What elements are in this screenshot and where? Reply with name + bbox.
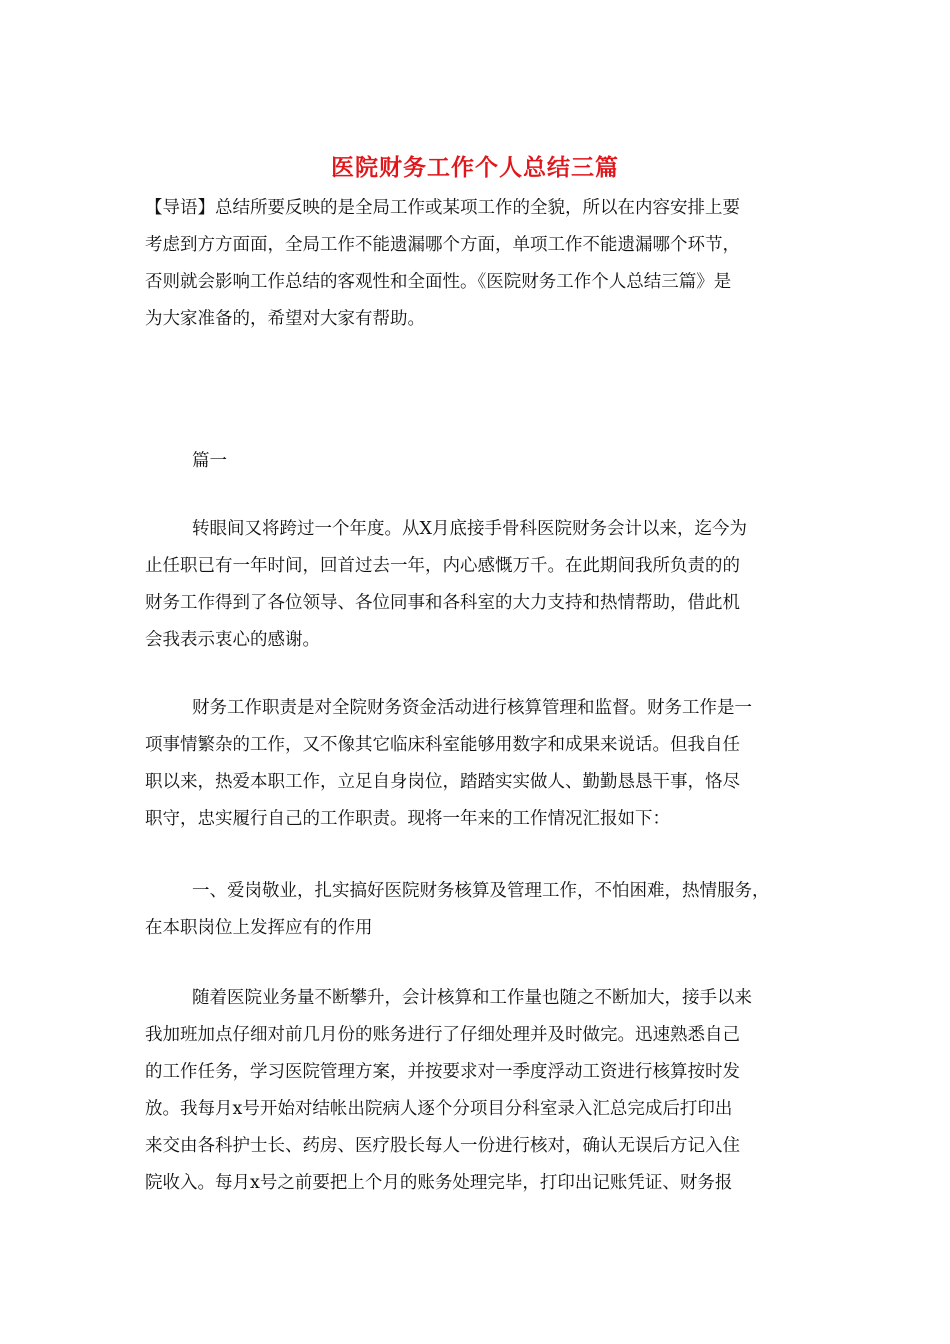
- paragraph-line: 职守，忠实履行自己的工作职责。现将一年来的工作情况汇报如下：: [145, 809, 670, 829]
- intro-line: 【导语】总结所要反映的是全局工作或某项工作的全貌，所以在内容安排上要: [145, 198, 740, 218]
- intro-line: 否则就会影响工作总结的客观性和全面性。《医院财务工作个人总结三篇》是: [145, 272, 732, 292]
- paragraph-line: 止任职已有一年时间，回首过去一年，内心感慨万千。在此期间我所负责的的: [145, 556, 740, 576]
- section-heading: [145, 443, 825, 480]
- intro-paragraph: [145, 190, 825, 338]
- intro-line: 考虑到方方面面，全局工作不能遗漏哪个方面，单项工作不能遗漏哪个环节，: [145, 235, 740, 255]
- paragraph-line: 来交由各科护士长、药房、医疗股长每人一份进行核对，确认无误后方记入住: [145, 1136, 740, 1156]
- paragraph-line: 会我表示衷心的感谢。: [145, 630, 320, 650]
- paragraph-line: 项事情繁杂的工作，又不像其它临床科室能够用数字和成果来说话。但我自任: [145, 735, 740, 755]
- paragraph-line: 财务工作得到了各位领导、各位同事和各科室的大力支持和热情帮助，借此机: [145, 593, 740, 613]
- paragraph-line: 财务工作职责是对全院财务资金活动进行核算管理和监督。财务工作是一: [192, 698, 752, 718]
- paragraph-line: 职以来，热爱本职工作，立足自身岗位，踏踏实实做人、勤勤恳恳干事，恪尽: [145, 772, 740, 792]
- paragraph-line: 转眼间又将跨过一个年度。从X月底接手骨科医院财务会计以来，迄今为: [192, 519, 747, 539]
- paragraph-line: 院收入。每月x号之前要把上个月的账务处理完毕，打印出记账凭证、财务报: [145, 1173, 733, 1193]
- paragraph-3: [145, 873, 825, 947]
- paragraph-4: [145, 980, 825, 1202]
- intro-line: 为大家准备的，希望对大家有帮助。: [145, 309, 425, 329]
- document-title: 医院财务工作个人总结三篇: [331, 154, 619, 181]
- paragraph-line: 放。我每月x号开始对结帐出院病人逐个分项目分科室录入汇总完成后打印出: [145, 1099, 733, 1119]
- paragraph-line: 在本职岗位上发挥应有的作用: [145, 918, 373, 938]
- paragraph-line: 随着医院业务量不断攀升，会计核算和工作量也随之不断加大，接手以来: [192, 988, 752, 1008]
- paragraph-line: 的工作任务，学习医院管理方案，并按要求对一季度浮动工资进行核算按时发: [145, 1062, 740, 1082]
- paragraph-2: [145, 690, 825, 838]
- section-heading-text: 篇一: [192, 451, 227, 471]
- paragraph-line: 一、爱岗敬业，扎实搞好医院财务核算及管理工作，不怕困难，热情服务，: [192, 881, 770, 901]
- paragraph-line: 我加班加点仔细对前几月份的账务进行了仔细处理并及时做完。迅速熟悉自己: [145, 1025, 740, 1045]
- paragraph-1: [145, 511, 825, 659]
